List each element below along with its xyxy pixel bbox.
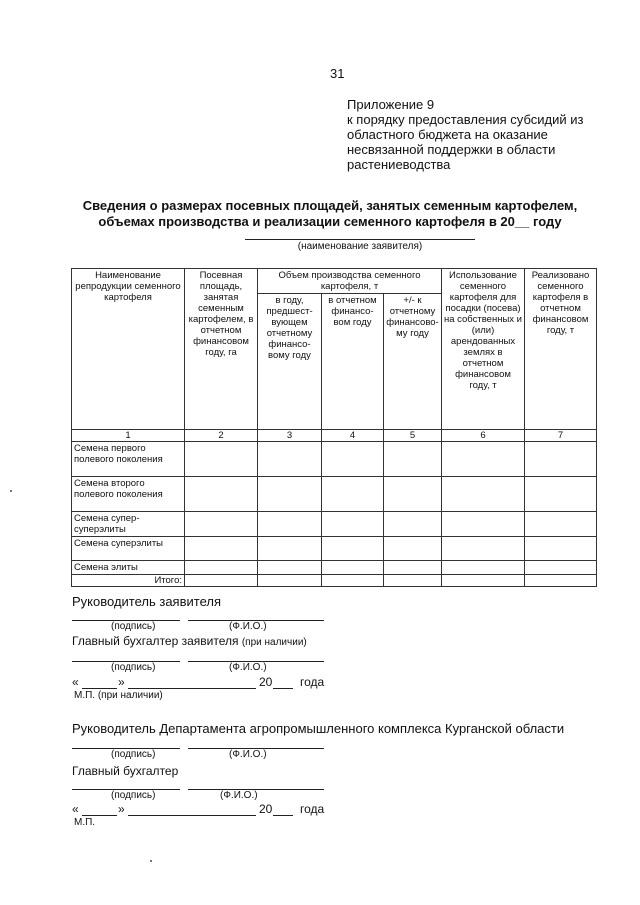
table-cell[interactable] bbox=[258, 477, 322, 512]
table-cell[interactable] bbox=[258, 512, 322, 537]
table-row bbox=[72, 561, 597, 575]
if-any-note: (при наличии) bbox=[241, 637, 307, 648]
scan-speck bbox=[10, 490, 12, 492]
table-cell[interactable] bbox=[384, 537, 442, 561]
accountant-title: Главный бухгалтер заявителя bbox=[72, 634, 239, 648]
table-row bbox=[72, 537, 597, 561]
column-number: 7 bbox=[525, 430, 597, 442]
row-label: Семена супер-суперэлиты bbox=[72, 512, 185, 537]
table-row bbox=[72, 442, 597, 477]
table-cell[interactable] bbox=[442, 512, 525, 537]
signature-caption: (подпись) bbox=[111, 621, 156, 632]
date-month-line bbox=[128, 688, 256, 689]
table-cell[interactable] bbox=[442, 537, 525, 561]
header-reproduction: Наименование репродукции семенного картофеля bbox=[72, 269, 185, 430]
row-label: Семена суперэлиты bbox=[72, 537, 185, 561]
table-cell[interactable] bbox=[525, 575, 597, 587]
stamp-applicant: М.П. (при наличии) bbox=[74, 690, 163, 701]
table-cell[interactable] bbox=[185, 537, 258, 561]
header-sown-area: Посевная площадь, занятая семенным картофелем, в отчетном финансовом году, га bbox=[185, 269, 258, 430]
table-cell[interactable] bbox=[525, 477, 597, 512]
applicant-name-caption: (наименование заявителя) bbox=[297, 241, 423, 252]
table-cell[interactable] bbox=[442, 477, 525, 512]
table-cell[interactable] bbox=[258, 537, 322, 561]
table-cell[interactable] bbox=[442, 561, 525, 575]
stamp: М.П. bbox=[74, 817, 96, 828]
table-cell[interactable] bbox=[322, 561, 384, 575]
table-cell[interactable] bbox=[185, 442, 258, 477]
table-cell[interactable] bbox=[322, 575, 384, 587]
fio-caption: (Ф.И.О.) bbox=[220, 790, 258, 801]
table-cell[interactable] bbox=[322, 442, 384, 477]
scan-speck bbox=[150, 860, 152, 862]
appendix-header bbox=[347, 97, 607, 172]
appendix-line: к порядку предоставления субсидий из bbox=[347, 112, 584, 127]
date-open-quote: « bbox=[72, 802, 79, 816]
date-open-quote: « bbox=[72, 675, 79, 689]
table-cell[interactable] bbox=[384, 561, 442, 575]
table-cell[interactable] bbox=[322, 512, 384, 537]
column-number: 3 bbox=[258, 430, 322, 442]
table-cell[interactable] bbox=[525, 512, 597, 537]
table-cell[interactable] bbox=[322, 537, 384, 561]
year-suffix: года bbox=[300, 675, 325, 689]
page-number: 31 bbox=[330, 66, 345, 81]
header-usage: Использование семенного картофеля для посадки (посева) на собственных и (или) арендованных землях в отчетном финансовом году, т bbox=[442, 269, 525, 430]
table-cell[interactable] bbox=[525, 537, 597, 561]
table-cell[interactable] bbox=[384, 575, 442, 587]
year-prefix: 20 bbox=[259, 675, 273, 689]
row-label: Семена первого полевого поколения bbox=[72, 442, 185, 477]
column-number: 4 bbox=[322, 430, 384, 442]
date-close-quote: » bbox=[118, 675, 125, 689]
table-cell[interactable] bbox=[185, 561, 258, 575]
table-cell[interactable] bbox=[185, 477, 258, 512]
table-cell[interactable] bbox=[258, 561, 322, 575]
date-close-quote: » bbox=[118, 802, 125, 816]
table-cell[interactable] bbox=[258, 442, 322, 477]
header-previous-year: в году, предшест-вующем отчетному финансо-вому году bbox=[258, 294, 322, 430]
department-head-label: Руководитель Департамента агропромышленного комплекса Курганской области bbox=[72, 721, 565, 736]
data-table bbox=[71, 268, 597, 587]
header-production-volume: Объем производства семенного картофеля, т bbox=[258, 269, 442, 294]
table-cell[interactable] bbox=[525, 442, 597, 477]
applicant-name-line bbox=[245, 239, 475, 240]
table-cell[interactable] bbox=[185, 512, 258, 537]
appendix-line: несвязанной поддержки в области bbox=[347, 142, 556, 157]
header-current-year: в отчетном финансо-вом году bbox=[322, 294, 384, 430]
total-label: Итого: bbox=[72, 575, 185, 587]
fio-caption: (Ф.И.О.) bbox=[229, 662, 267, 673]
table-row bbox=[72, 512, 597, 537]
table-cell[interactable] bbox=[442, 575, 525, 587]
title-line: Сведения о размерах посевных площадей, занятых семенным картофелем, bbox=[82, 198, 578, 213]
signature-caption: (подпись) bbox=[111, 662, 156, 673]
date-day-line bbox=[82, 688, 117, 689]
header-change: +/- к отчетному финансово-му году bbox=[384, 294, 442, 430]
column-number: 2 bbox=[185, 430, 258, 442]
year-prefix: 20 bbox=[259, 802, 273, 816]
appendix-title: Приложение 9 bbox=[347, 97, 435, 112]
table-cell[interactable] bbox=[322, 477, 384, 512]
document-title bbox=[60, 198, 600, 230]
applicant-accountant-label bbox=[72, 634, 307, 648]
year-line bbox=[273, 815, 293, 816]
column-number: 5 bbox=[384, 430, 442, 442]
table-cell[interactable] bbox=[384, 442, 442, 477]
date-day-line bbox=[82, 815, 117, 816]
appendix-line: растениеводства bbox=[347, 157, 451, 172]
fio-caption: (Ф.И.О.) bbox=[229, 621, 267, 632]
date-month-line bbox=[128, 815, 256, 816]
row-label: Семена второго полевого поколения bbox=[72, 477, 185, 512]
total-row bbox=[72, 575, 597, 587]
year-suffix: года bbox=[300, 802, 325, 816]
table-cell[interactable] bbox=[384, 477, 442, 512]
title-line: объемах производства и реализации семенного картофеля в 20__ году bbox=[98, 214, 562, 229]
chief-accountant-label: Главный бухгалтер bbox=[72, 764, 179, 778]
appendix-line: областного бюджета на оказание bbox=[347, 127, 548, 142]
header-sold: Реализовано семенного картофеля в отчетном финансовом году, т bbox=[525, 269, 597, 430]
table-cell[interactable] bbox=[185, 575, 258, 587]
column-number: 1 bbox=[72, 430, 185, 442]
signature-caption: (подпись) bbox=[111, 749, 156, 760]
fio-caption: (Ф.И.О.) bbox=[229, 749, 267, 760]
applicant-head-label: Руководитель заявителя bbox=[72, 594, 221, 609]
column-number: 6 bbox=[442, 430, 525, 442]
table-cell[interactable] bbox=[525, 561, 597, 575]
table-cell[interactable] bbox=[258, 575, 322, 587]
year-line bbox=[273, 688, 293, 689]
table-cell[interactable] bbox=[384, 512, 442, 537]
table-cell[interactable] bbox=[442, 442, 525, 477]
table-row bbox=[72, 477, 597, 512]
row-label: Семена элиты bbox=[72, 561, 185, 575]
signature-caption: (подпись) bbox=[111, 790, 156, 801]
